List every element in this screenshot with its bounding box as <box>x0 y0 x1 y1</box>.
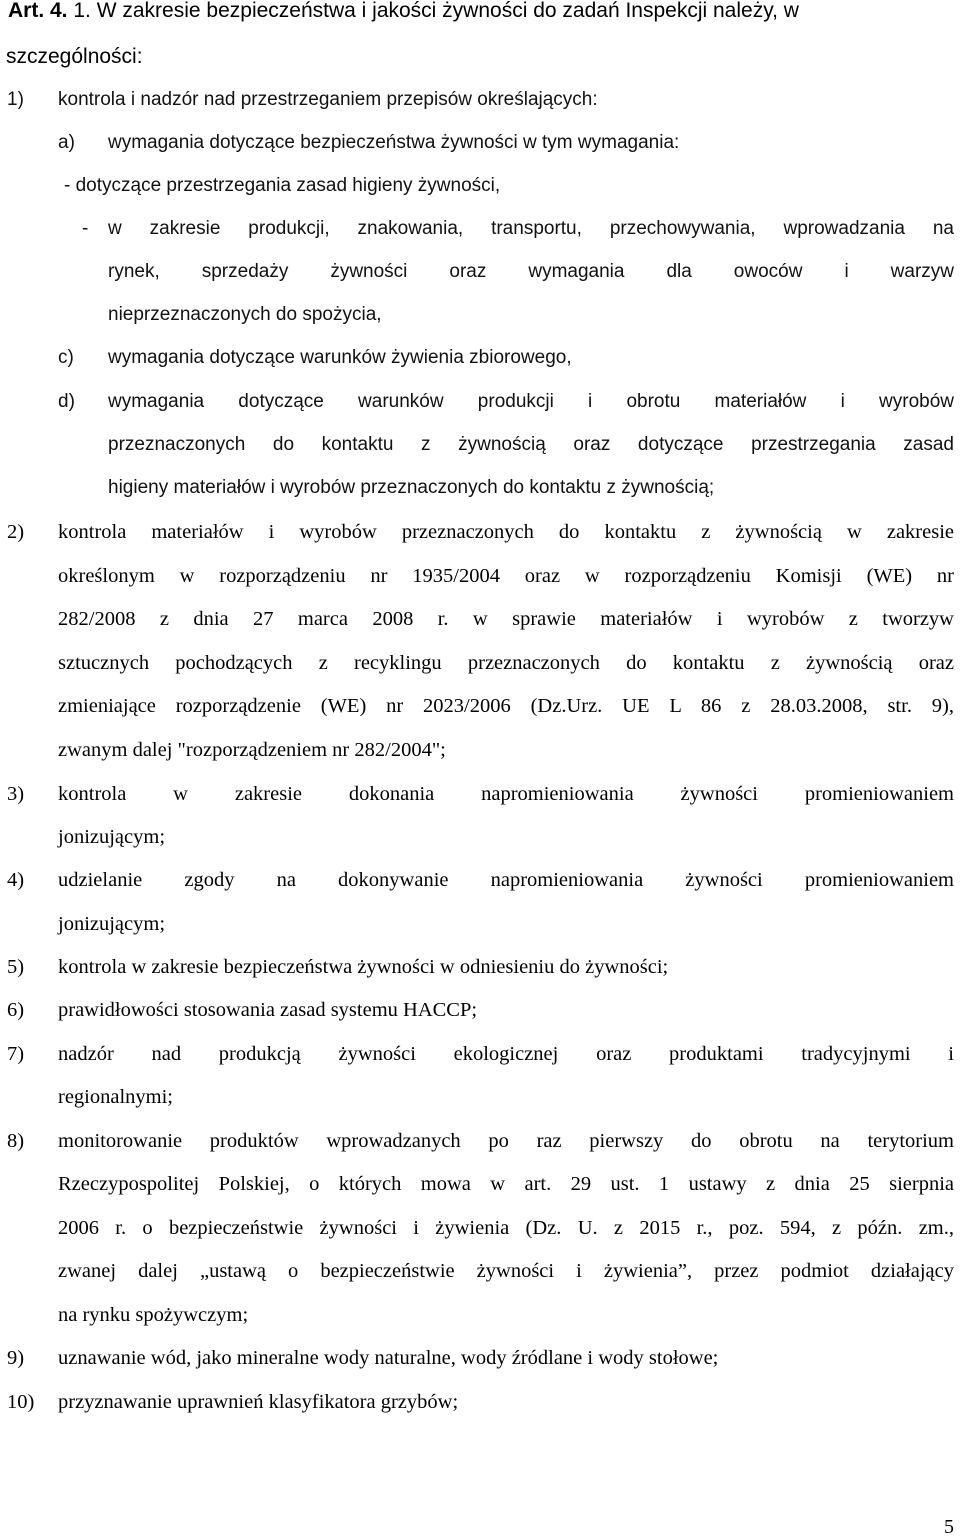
item-line: wymagania dotyczące bezpieczeństwa żywności w tym wymagania: <box>108 132 680 153</box>
item-line: przeznaczonych do kontaktu z żywnością oraz dotyczące przestrzegania zasad <box>108 434 954 455</box>
item-line: w zakresie produkcji, znakowania, transportu, przechowywania, wprowadzania na <box>108 218 954 239</box>
item-line: wymagania dotyczące warunków żywienia zbiorowego, <box>108 347 572 368</box>
item-number: c) <box>58 347 74 368</box>
item-line: kontrola i nadzór nad przestrzeganiem przepisów określających: <box>58 89 598 110</box>
item-line: kontrola materiałów i wyrobów przeznaczonych do kontaktu z żywnością w zakresie <box>58 521 954 543</box>
item-number: 8) <box>7 1130 25 1152</box>
page-number: 5 <box>944 1516 954 1538</box>
item-line: zmieniające rozporządzenie (WE) nr 2023/2006 (Dz.Urz. UE L 86 z 28.03.2008, str. 9), <box>58 695 954 717</box>
article-number: Art. 4. <box>8 0 68 22</box>
item-line: jonizującym; <box>58 826 166 848</box>
item-line: określonym w rozporządzeniu nr 1935/2004 oraz w rozporządzeniu Komisji (WE) nr <box>58 565 954 587</box>
item-line: udzielanie zgody na dokonywanie napromieniowania żywności promieniowaniem <box>58 869 954 891</box>
item-line: przyznawanie uprawnień klasyfikatora grzybów; <box>58 1391 459 1413</box>
item-line: monitorowanie produktów wprowadzanych po raz pierwszy do obrotu na terytorium <box>58 1130 954 1152</box>
item-number: 6) <box>7 999 25 1021</box>
item-line: 2006 r. o bezpieczeństwie żywności i żywienia (Dz. U. z 2015 r., poz. 594, z późn. zm., <box>58 1217 954 1239</box>
item-number: 4) <box>7 869 25 891</box>
item-line: zwanej dalej „ustawą o bezpieczeństwie żywności i żywienia”, przez podmiot działający <box>58 1260 954 1282</box>
item-number: 7) <box>7 1043 25 1065</box>
item-number: a) <box>58 132 75 153</box>
item-line: uznawanie wód, jako mineralne wody naturalne, wody źródlane i wody stołowe; <box>58 1347 719 1369</box>
item-line: higieny materiałów i wyrobów przeznaczonych do kontaktu z żywnością; <box>108 477 715 498</box>
intro-line-2: szczególności: <box>6 45 143 68</box>
item-line: wymagania dotyczące warunków produkcji i obrotu materiałów i wyrobów <box>108 391 954 412</box>
item-number: 2) <box>7 521 25 543</box>
item-number: 3) <box>7 783 25 805</box>
item-line: prawidłowości stosowania zasad systemu HACCP; <box>58 999 478 1021</box>
item-line: nieprzeznaczonych do spożycia, <box>108 304 382 325</box>
item-number: d) <box>58 391 75 412</box>
item-line: nadzór nad produkcją żywności ekologicznej oraz produktami tradycyjnymi i <box>58 1043 954 1065</box>
item-number: 5) <box>7 956 25 978</box>
item-line: jonizującym; <box>58 913 166 935</box>
paragraph-number: 1. <box>73 0 91 22</box>
item-line: rynek, sprzedaży żywności oraz wymagania dla owoców i warzyw <box>108 261 954 282</box>
intro-line-1: W zakresie bezpieczeństwa i jakości żywności do zadań Inspekcji należy, w <box>96 0 799 22</box>
item-line: na rynku spożywczym; <box>58 1304 249 1326</box>
item-line: 282/2008 z dnia 27 marca 2008 r. w sprawie materiałów i wyrobów z tworzyw <box>58 608 954 630</box>
item-line: Rzeczypospolitej Polskiej, o których mowa w art. 29 ust. 1 ustawy z dnia 25 sierpnia <box>58 1173 954 1195</box>
item-number: 10) <box>7 1391 35 1413</box>
item-line: sztucznych pochodzących z recyklingu przeznaczonych do kontaktu z żywnością oraz <box>58 652 954 674</box>
item-line: - dotyczące przestrzegania zasad higieny żywności, <box>64 175 501 196</box>
item-line: regionalnymi; <box>58 1086 174 1108</box>
item-number: - <box>82 218 89 239</box>
item-line: kontrola w zakresie dokonania napromieniowania żywności promieniowaniem <box>58 783 954 805</box>
item-number: 1) <box>7 89 24 110</box>
item-number: 9) <box>7 1347 25 1369</box>
item-line: zwanym dalej "rozporządzeniem nr 282/2004"; <box>58 739 446 761</box>
article-heading <box>8 0 799 21</box>
item-line: kontrola w zakresie bezpieczeństwa żywności w odniesieniu do żywności; <box>58 956 669 978</box>
